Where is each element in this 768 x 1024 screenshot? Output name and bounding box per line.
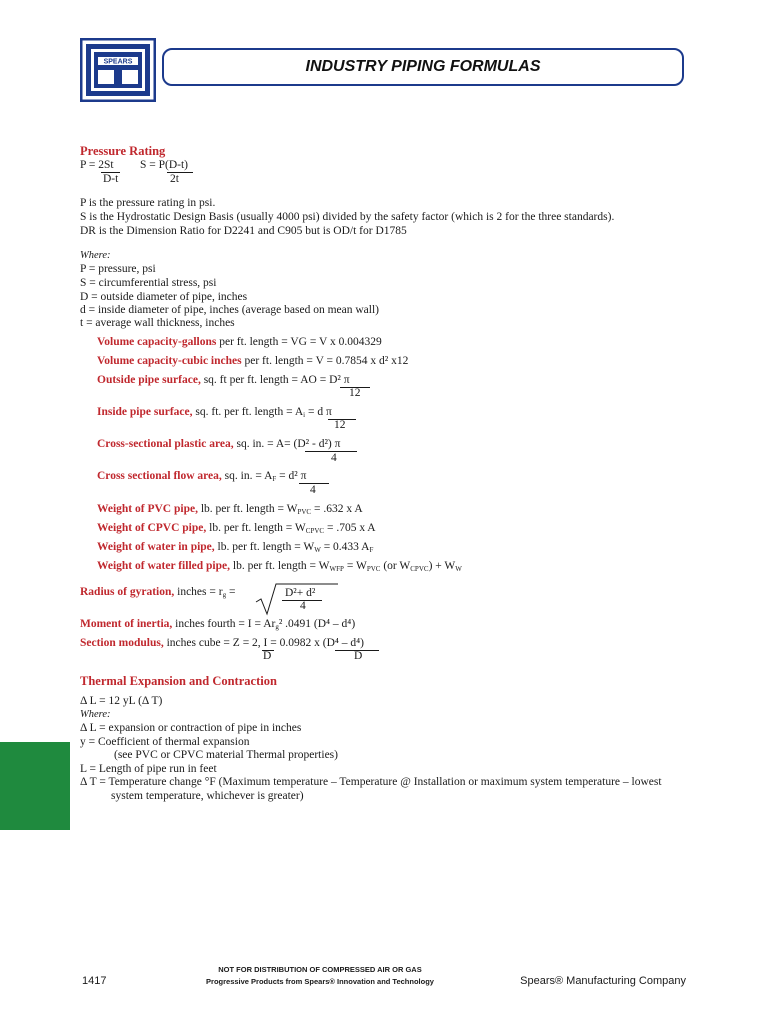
formula-outside-surface: Outside pipe surface, sq. ft per ft. length = AO = D² π — [97, 374, 350, 386]
flow-area-denominator: 4 — [310, 484, 316, 496]
thermal-def: system temperature, whichever is greater) — [111, 790, 304, 802]
thermal-def: y = Coefficient of thermal expansion — [80, 736, 250, 748]
formula-volume-cubic-inches: Volume capacity-cubic inches per ft. length = V = 0.7854 x d² x12 — [97, 355, 409, 367]
formula-weight-water: Weight of water in pipe, lb. per ft. length = $W_W = 0.433$ $A_F$ — [97, 541, 374, 554]
desc-line: DR is the Dimension Ratio for D2241 and C905 but is OD/t for D1785 — [80, 225, 407, 237]
def-line: S = circumferential stress, psi — [80, 277, 217, 289]
logo-text: SPEARS — [103, 58, 133, 66]
formula-moment-inertia: Moment of inertia, inches fourth = $I = Ar_g^2$ .0491 (D⁴ – d⁴) — [80, 618, 356, 631]
desc-line: S is the Hydrostatic Design Basis (usually 4000 psi) divided by the safety factor (which is 2 for the three standards). — [80, 211, 615, 223]
radius-numerator: D²+ d² — [285, 587, 316, 599]
tagline: Progressive Products from Spears® Innovation and Technology — [206, 977, 434, 986]
title-box — [162, 48, 684, 86]
page-number: 1417 — [82, 975, 107, 987]
formula-radius-gyration: Radius of gyration, inches = $r_g$ = — [80, 586, 236, 599]
def-line: t = average wall thickness, inches — [80, 317, 235, 329]
distribution-notice: NOT FOR DISTRIBUTION OF COMPRESSED AIR OR GAS — [218, 965, 422, 974]
formula-flow-area: Cross sectional flow area, sq. in. = $A_F = d^2$ π — [97, 470, 307, 483]
desc-line: P is the pressure rating in psi. — [80, 197, 216, 209]
formula-section-modulus: Section modulus, inches cube = Z = 2, I = 0.0982 x (D⁴ – d⁴) — [80, 637, 364, 649]
company-name: Spears® Manufacturing Company — [520, 975, 686, 987]
cross-area-denominator: 4 — [331, 452, 337, 464]
inside-surface-denominator: 12 — [334, 419, 346, 431]
formula-volume-gallons: Volume capacity-gallons per ft. length = VG = V x 0.004329 — [97, 336, 382, 348]
pressure-heading: Pressure Rating — [80, 144, 166, 158]
thermal-equation: Δ L = 12 yL (Δ T) — [80, 695, 163, 707]
green-section-tab — [0, 742, 70, 830]
formula-inside-surface: Inside pipe surface, sq. ft. per ft. length = $A_i = d$ π — [97, 406, 332, 419]
where-label: Where: — [80, 250, 111, 261]
thermal-heading: Thermal Expansion and Contraction — [80, 674, 277, 688]
def-line: d = inside diameter of pipe, inches (average based on mean wall) — [80, 304, 379, 316]
def-line: D = outside diameter of pipe, inches — [80, 291, 248, 303]
formula-s-top: S = P(D-t) — [140, 159, 189, 171]
section-modulus-den-2: D — [354, 650, 363, 662]
thermal-def: (see PVC or CPVC material Thermal properties) — [114, 749, 338, 761]
formula-weight-cpvc: Weight of CPVC pipe, lb. per ft. length = $W_{CPVC} = .705$ x A — [97, 522, 376, 535]
thermal-def: Δ L = expansion or contraction of pipe in inches — [80, 722, 302, 734]
page-title: INDUSTRY PIPING FORMULAS — [305, 58, 541, 75]
formula-s-bottom: 2t — [170, 173, 179, 185]
formula-p-top: P = 2St — [80, 159, 114, 171]
section-modulus-den-1: D — [263, 650, 272, 662]
outside-surface-denominator: 12 — [349, 387, 361, 399]
formula-weight-water-filled: Weight of water filled pipe, lb. per ft. length = $W_{WFP} = W_{PVC}$ (or $W_{CPVC}) + W_W$ — [97, 560, 462, 573]
thermal-def: Δ T = Temperature change °F (Maximum temperature – Temperature @ Installation or maximum system temperature – lowest — [80, 776, 662, 788]
radius-denominator: 4 — [300, 600, 306, 612]
spears-logo — [80, 38, 156, 102]
formula-weight-pvc: Weight of PVC pipe, lb. per ft. length = $W_{PVC} = .632$ x A — [97, 503, 363, 516]
formula-p-bottom: D-t — [103, 173, 119, 185]
thermal-def: L = Length of pipe run in feet — [80, 763, 217, 775]
def-line: P = pressure, psi — [80, 263, 156, 275]
where-label: Where: — [80, 709, 111, 720]
formula-cross-sectional-area: Cross-sectional plastic area, sq. in. = A= (D² - d²) π — [97, 438, 341, 450]
